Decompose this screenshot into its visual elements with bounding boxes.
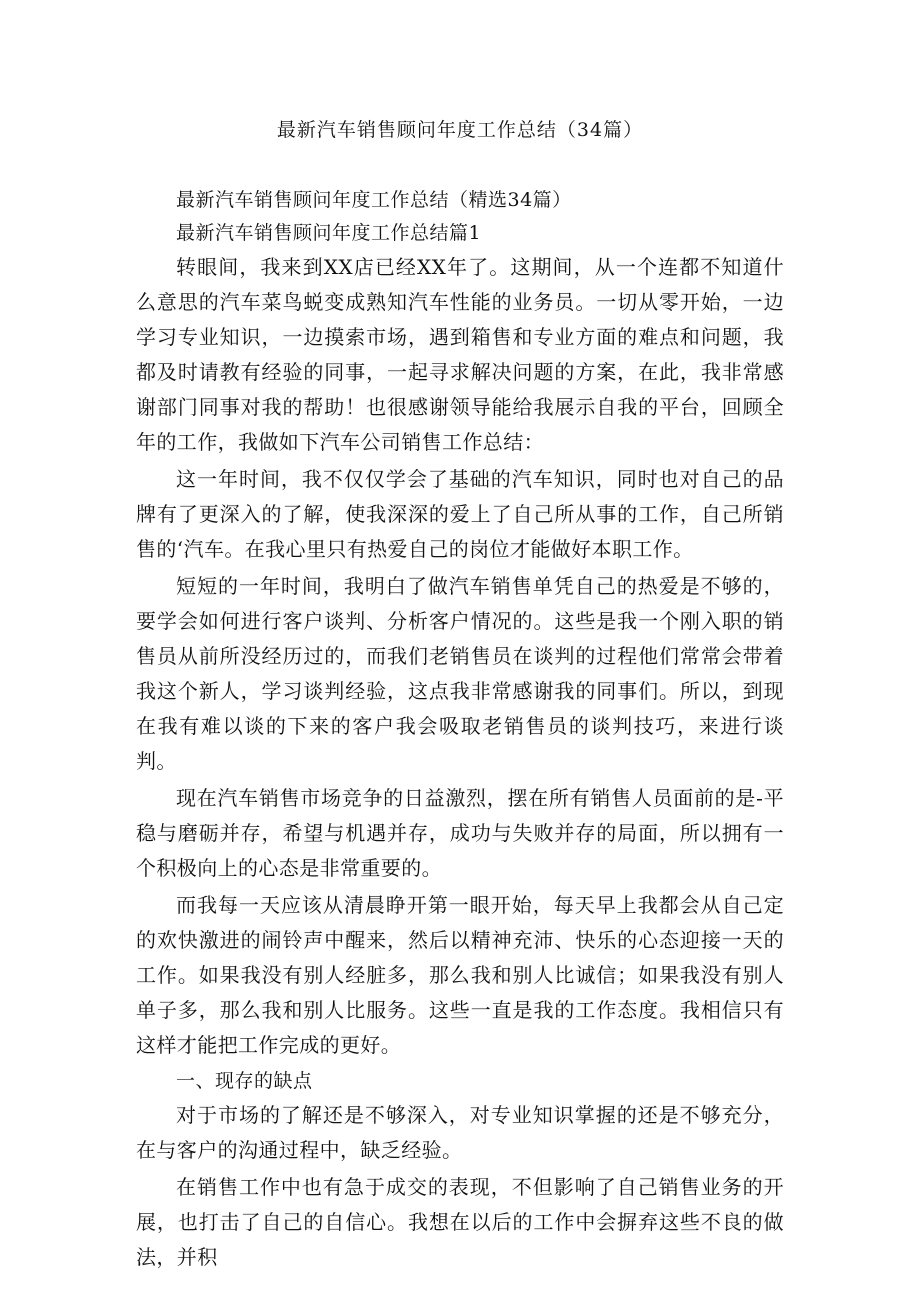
paragraph-7: 在销售工作中也有急于成交的表现，不但影响了自己销售业务的开展，也打击了自己的自信心。我想在以后的工作中会摒弃这些不良的做法，并积 <box>136 1175 784 1269</box>
subsection-heading: 一、现存的缺点 <box>176 1070 313 1092</box>
paragraph-6: 对于市场的了解还是不够深入，对专业知识掌握的还是不够充分，在与客户的沟通过程中，缺乏经验。 <box>136 1103 784 1162</box>
paragraph-3: 短短的一年时间，我明白了做汽车销售单凭自己的热爱是不够的，要学会如何进行客户谈判、分析客户情况的。这些是我一个刚入职的销售员从前所没经历过的，而我们老销售员在谈判的过程他们常常会带着我这个新人，学习谈判经验，这点我非常感谢我的同事们。所以，到现在我有难以谈的下来的客户我会吸取老销售员的谈判技巧，来进行谈判。 <box>136 574 784 773</box>
paragraph-4: 现在汽车销售市场竞争的日益激烈，摆在所有销售人员面前的是-平稳与磨砺并存，希望与机遇并存，成功与失败并存的局面，所以拥有一个积极向上的心态是非常重要的。 <box>136 786 784 880</box>
document-subtitle: 最新汽车销售顾问年度工作总结（精选34篇） <box>176 189 572 211</box>
paragraph-1: 转眼间，我来到XX店已经XX年了。这期间，从一个连都不知道什么意思的汽车菜鸟蜕变成熟知汽车性能的业务员。一切从零开始，一边学习专业知识，一边摸索市场，遇到箱售和专业方面的难点和问题，我都及时请教有经验的同事，一起寻求解决问题的方案，在此，我非常感谢部门同事对我的帮助！也很感谢领导能给我展示自我的平台，回顾全年的工作，我做如下汽车公司销售工作总结： <box>136 255 784 454</box>
document-title: 最新汽车销售顾问年度工作总结（34篇） <box>276 119 644 141</box>
paragraph-5: 而我每一天应该从清晨睁开第一眼开始，每天早上我都会从自己定的欢快激进的闹铃声中醒来，然后以精神充沛、快乐的心态迎接一天的工作。如果我没有别人经脏多，那么我和别人比诚信；如果我没有别人单子多，那么我和别人比服务。这些一直是我的工作态度。我相信只有这样才能把工作完成的更好。 <box>136 893 784 1057</box>
paragraph-2: 这一年时间，我不仅仅学会了基础的汽车知识，同时也对自己的品牌有了更深入的了解，使我深深的爱上了自己所从事的工作，自己所销售的‘汽车。在我心里只有热爱自己的岗位才能做好本职工作。 <box>136 467 784 561</box>
section-heading: 最新汽车销售顾问年度工作总结篇1 <box>176 222 482 244</box>
